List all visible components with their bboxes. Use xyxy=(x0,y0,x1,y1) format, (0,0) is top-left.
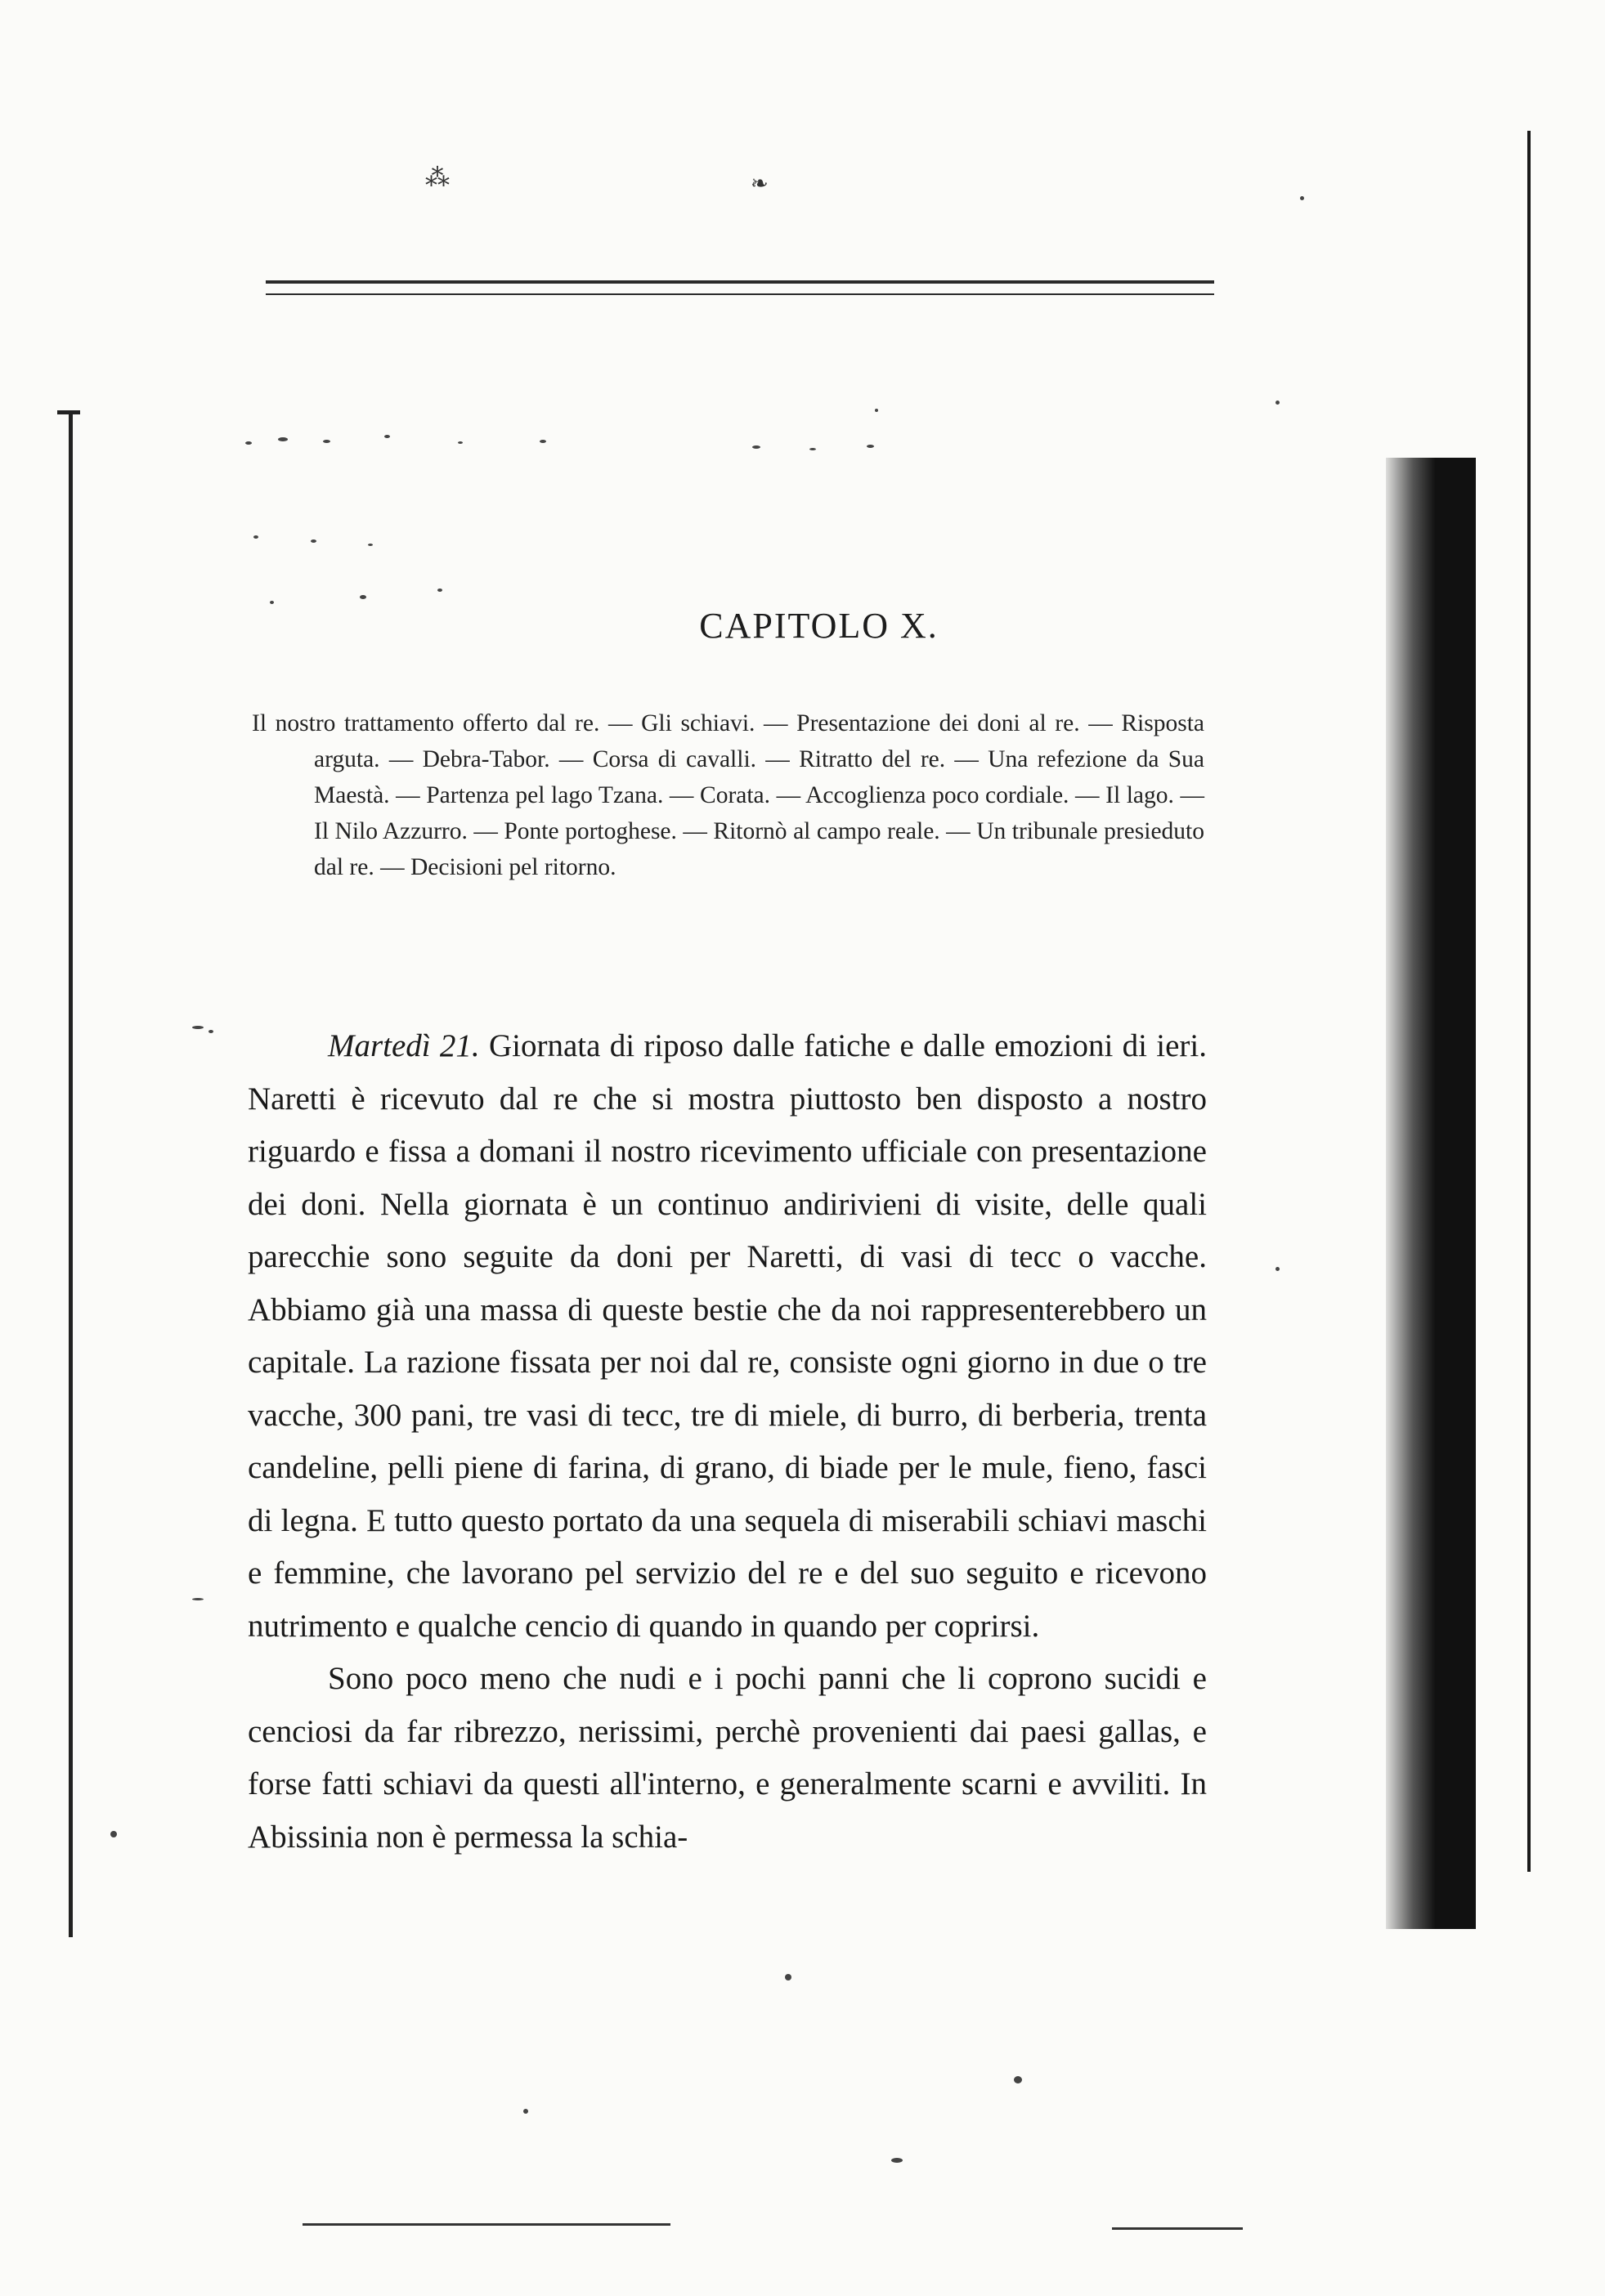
footer-scan-line-right xyxy=(1112,2227,1243,2230)
ornament-mark-right: ❧ xyxy=(751,172,769,195)
right-margin-rule xyxy=(1527,131,1531,1872)
date-lead: Martedì 21. xyxy=(328,1028,480,1063)
paragraph-2: Sono poco meno che nudi e i pochi panni che li coprono sucidi e cenciosi da far ribrezzo, nerissimi, perchè provenienti dai paesi gallas, e forse fatti schiavi da questi all'interno, e generalmente scarni e avviliti. In Abissinia non è permessa la schia- xyxy=(248,1661,1207,1855)
footer-scan-line-left xyxy=(303,2223,670,2226)
paragraph-1-text: Giornata di riposo dalle fatiche e dalle emozioni di ieri. Naretti è ricevuto dal re che si mostra piuttosto ben disposto a nostro riguardo e fissa a domani il nostro ricevimento ufficiale con presentazione dei doni. Nella giornata è un continuo andirivieni di visite, delle quali parecchie sono seguite da doni per Naretti, di vasi di tecc o vacche. Abbiamo già una massa di queste bestie che da noi rappresenterebbero un capitale. La razione fissata per noi dal re, consiste ogni giorno in due o tre vacche, 300 pani, tre vasi di tecc, tre di miele, di burro, di berberia, trenta candeline, pelli piene di farina, di grano, di biade per le mule, fieno, fasci di legna. E tutto questo portato da una sequela di miserabili schiavi maschi e femmine, che lavorano pel servizio del re e del suo seguito e ricevono nutrimento e qualche cencio di quando in quando per coprirsi. xyxy=(248,1028,1207,1644)
header-double-rule xyxy=(266,280,1214,295)
chapter-title: CAPITOLO X. xyxy=(699,606,939,646)
scan-shadow-edge xyxy=(1386,458,1476,1929)
body-text xyxy=(248,1020,1207,1864)
chapter-summary: Il nostro trattamento offerto dal re. — Gli schiavi. — Presentazione dei doni al re. — Risposta arguta. — Debra-Tabor. — Corsa di cavalli. — Ritratto del re. — Una refezione da Sua Maestà. — Partenza pel lago Tzana. — Corata. — Accoglienza poco cordiale. — Il lago. — Il Nilo Azzurro. — Ponte portoghese. — Ritornò al campo reale. — Un tribunale presieduto dal re. — Decisioni pel ritorno. xyxy=(252,710,1204,880)
ornament-mark-left: ⁂ xyxy=(425,164,450,191)
paragraph-1 xyxy=(248,1020,1207,1653)
